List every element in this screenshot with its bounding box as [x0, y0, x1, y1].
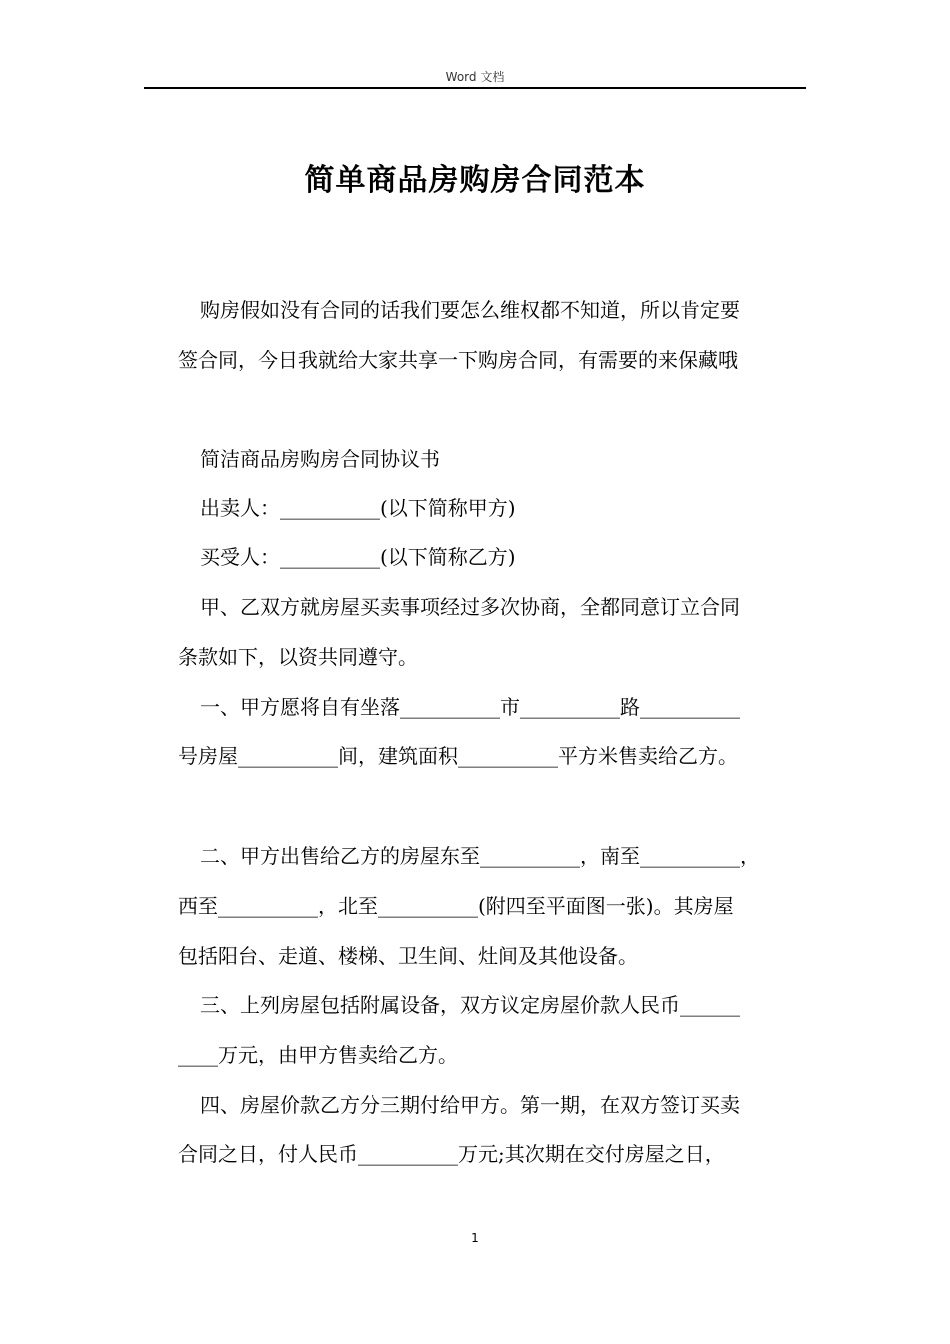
- paragraph-line: 四、房屋价款乙方分三期付给甲方。第一期，在双方签订买卖: [200, 1093, 740, 1117]
- header-rule: [144, 87, 806, 89]
- paragraph-line: 号房屋__________间，建筑面积__________平方米售卖给乙方。: [178, 744, 738, 768]
- paragraph-line: ____万元，由甲方售卖给乙方。: [178, 1043, 458, 1067]
- paragraph-line: 买受人：__________(以下简称乙方): [200, 545, 516, 569]
- paragraph-line: 出卖人：__________(以下简称甲方): [200, 496, 516, 520]
- paragraph-line: 一、甲方愿将自有坐落__________市__________路__________: [200, 695, 740, 719]
- page-header: Word 文档: [445, 70, 505, 84]
- paragraph-line: 条款如下，以资共同遵守。: [178, 645, 418, 669]
- paragraph-line: 签合同，今日我就给大家共享一下购房合同，有需要的来保藏哦: [178, 348, 738, 372]
- page-number: 1: [471, 1231, 479, 1245]
- paragraph-line: 西至__________，北至__________(附四至平面图一张)。其房屋: [178, 894, 734, 918]
- paragraph-line: 购房假如没有合同的话我们要怎么维权都不知道，所以肯定要: [200, 298, 740, 322]
- paragraph-line: 甲、乙双方就房屋买卖事项经过多次协商，全都同意订立合同: [200, 595, 740, 619]
- document-title: 简单商品房购房合同范本: [304, 163, 646, 198]
- paragraph-line: 合同之日，付人民币__________万元;其次期在交付房屋之日，: [178, 1142, 725, 1166]
- paragraph-line: 简洁商品房购房合同协议书: [200, 447, 440, 471]
- paragraph-line: 包括阳台、走道、楼梯、卫生间、灶间及其他设备。: [178, 944, 638, 968]
- paragraph-line: 三、上列房屋包括附属设备，双方议定房屋价款人民币______: [200, 993, 740, 1017]
- paragraph-line: 二、甲方出售给乙方的房屋东至__________，南至__________，: [200, 844, 760, 868]
